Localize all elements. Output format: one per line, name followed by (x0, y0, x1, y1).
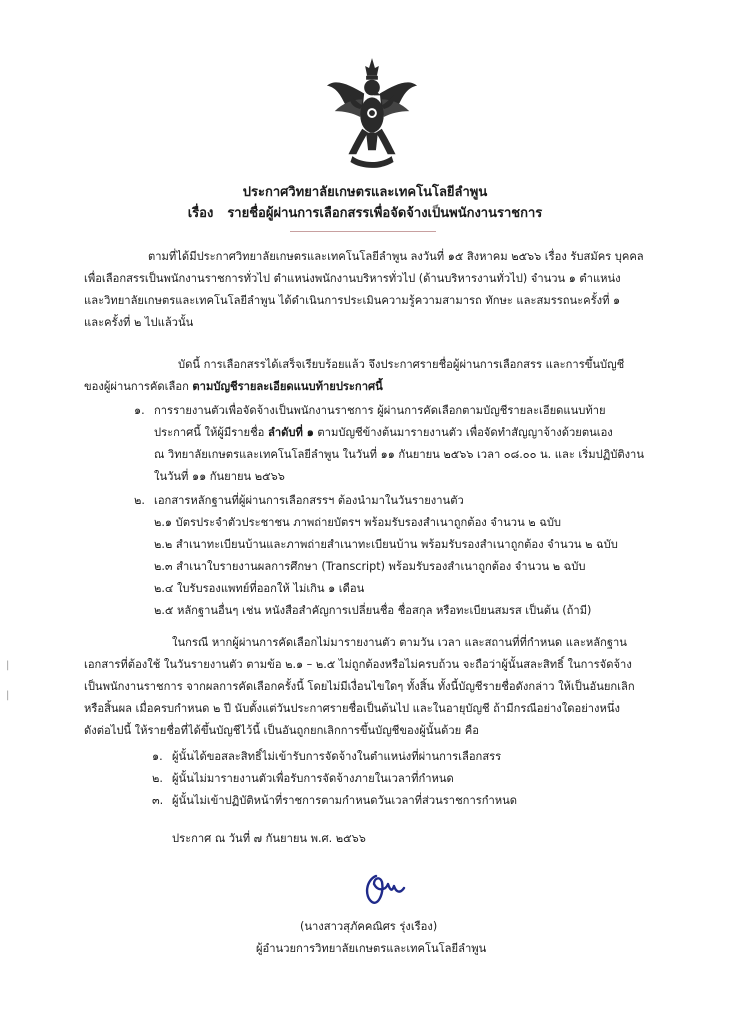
intro-line: เพื่อเลือกสรรเป็นพนักงานราชการทั่วไป ตำแหน่งพนักงานบริหารทั่วไป (ด้านบริหารงานทั่วไป) จำนวน ๑ ตำแหน่ง (84, 272, 621, 285)
condition-item: ผู้นั้นไม่เข้าปฏิบัติหน้าที่ราชการตามกำหนดวันเวลาที่ส่วนราชการกำหนด (172, 794, 518, 807)
item1-line: การรายงานตัวเพื่อจัดจ้างเป็นพนักงานราชการ ผู้ผ่านการคัดเลือกตามบัญชีรายละเอียดแนบท้าย (154, 404, 606, 417)
title-divider (290, 231, 436, 232)
item2-sub: ๒.๒ สำเนาทะเบียนบ้านและภาพถ่ายสำเนาทะเบียนบ้าน พร้อมรับรองสำเนาถูกต้อง จำนวน ๒ ฉบับ (154, 538, 618, 551)
announcement-title: ประกาศวิทยาลัยเกษตรและเทคโนโลยีลำพูน (242, 185, 488, 200)
intro-line: และครั้งที่ ๒ ไปแล้วนั้น (84, 316, 194, 329)
conditions-line: ในกรณี หากผู้ผ่านการคัดเลือกไม่มารายงานตัว ตามวัน เวลา และสถานที่ที่กำหนด และหลักฐาน (172, 636, 627, 649)
item1-suffix: ตามบัญชีข้างต้นมารายงานตัว เพื่อจัดทำสัญญาจ้างด้วยตนเอง (317, 426, 613, 439)
condition-number: ๓. (152, 794, 164, 807)
item2-sub: ๒.๓ สำเนาใบรายงานผลการศึกษา (Transcript) พร้อมรับรองสำเนาถูกต้อง จำนวน ๒ ฉบับ (154, 560, 586, 573)
conditions-line: เอกสารที่ต้องใช้ ในวันรายงานตัว ตามข้อ ๒.๑ – ๒.๕ ไม่ถูกต้องหรือไม่ครบถ้วน จะถือว่าผู้นั้นสละสิทธิ์ ในการจัดจ้าง (84, 658, 632, 671)
condition-number: ๑. (152, 750, 163, 763)
item2-heading: เอกสารหลักฐานที่ผู้ผ่านการเลือกสรรฯ ต้องนำมาในวันรายงานตัว (154, 494, 464, 507)
announce-prefix: ของผู้ผ่านการคัดเลือก (84, 380, 189, 393)
announce-bold: ตามบัญชีรายละเอียดแนบท้ายประกาศนี้ (192, 380, 383, 393)
conditions-line: ดังต่อไปนี้ ให้รายชื่อที่ได้ขึ้นบัญชีไว้นี้ เป็นอันถูกยกเลิกการขึ้นบัญชีของผู้นั้นด้วย คือ (84, 724, 479, 737)
item1-line: ในวันที่ ๑๑ กันยายน ๒๕๖๖ (154, 470, 285, 483)
signatory-name: (นางสาวสุภัคคณิศร รุ่งเรือง) (300, 920, 438, 933)
condition-number: ๒. (152, 772, 163, 785)
condition-item: ผู้นั้นได้ขอสละสิทธิ์ไม่เข้ารับการจัดจ้างในตำแหน่งที่ผ่านการเลือกสรร (172, 750, 502, 763)
announce-line (84, 376, 383, 398)
item1-bold: ลำดับที่ ๑ (267, 426, 314, 439)
item1-line: ณ วิทยาลัยเกษตรและเทคโนโลยีลำพูน ในวันที่ ๑๑ กันยายน ๒๕๖๖ เวลา ๐๘.๐๐ น. และ เริ่มปฏิบัติงาน (154, 448, 644, 461)
announce-line: บัดนี้ การเลือกสรรได้เสร็จเรียบร้อยแล้ว จึงประกาศรายชื่อผู้ผ่านการเลือกสรร และการขึ้นบัญชี (178, 358, 625, 371)
garuda-emblem-icon (323, 56, 421, 174)
item-number: ๒. (134, 494, 145, 507)
item2-sub: ๒.๑ บัตรประจำตัวประชาชน ภาพถ่ายบัตรฯ พร้อมรับรองสำเนาถูกต้อง จำนวน ๒ ฉบับ (154, 516, 562, 529)
intro-line: ตามที่ได้มีประกาศวิทยาลัยเกษตรและเทคโนโลยีลำพูน ลงวันที่ ๑๕ สิงหาคม ๒๕๖๖ เรื่อง รับสมัคร บุคคล (148, 250, 644, 263)
subject-text: รายชื่อผู้ผ่านการเลือกสรรเพื่อจัดจ้างเป็นพนักงานราชการ (227, 206, 543, 221)
margin-mark: | (6, 660, 10, 671)
intro-line: และวิทยาลัยเกษตรและเทคโนโลยีลำพูน ได้ดำเนินการประเมินความรู้ความสามารถ ทักษะ และสมรรถนะครั้งที่ ๑ (84, 294, 621, 307)
announcement-subject (0, 202, 730, 223)
item2-sub: ๒.๕ หลักฐานอื่นๆ เช่น หนังสือสำคัญการเปลี่ยนชื่อ ชื่อสกุล หรือทะเบียนสมรส เป็นต้น (ถ้ามี) (154, 604, 592, 617)
subject-label: เรื่อง (187, 206, 214, 221)
item1-line (154, 422, 613, 444)
signatory-position: ผู้อำนวยการวิทยาลัยเกษตรและเทคโนโลยีลำพูน (256, 942, 487, 955)
conditions-line: หรือสิ้นผล เมื่อครบกำหนด ๒ ปี นับตั้งแต่วันประกาศรายชื่อเป็นต้นไป และในอายุบัญชี ถ้ามีกรณีอย่างใดอย่างหนึ่ง (84, 702, 621, 715)
item2-sub: ๒.๔ ใบรับรองแพทย์ที่ออกให้ ไม่เกิน ๑ เดือน (154, 582, 365, 595)
date-line: ประกาศ ณ วันที่ ๗ กันยายน พ.ศ. ๒๕๖๖ (172, 832, 366, 845)
conditions-line: เป็นพนักงานราชการ จากผลการคัดเลือกครั้งนี้ โดยไม่มีเงื่อนไขใดๆ ทั้งสิ้น ทั้งนี้บัญชีรายชื่อดังกล่าว ให้เป็นอันยกเลิก (84, 680, 635, 693)
item1-prefix: ประกาศนี้ ให้ผู้มีรายชื่อ (154, 426, 265, 439)
margin-mark: | (6, 690, 10, 701)
condition-item: ผู้นั้นไม่มารายงานตัวเพื่อรับการจัดจ้างภายในเวลาที่กำหนด (172, 772, 454, 785)
handwritten-signature-icon (360, 870, 416, 910)
item-number: ๑. (134, 404, 145, 417)
